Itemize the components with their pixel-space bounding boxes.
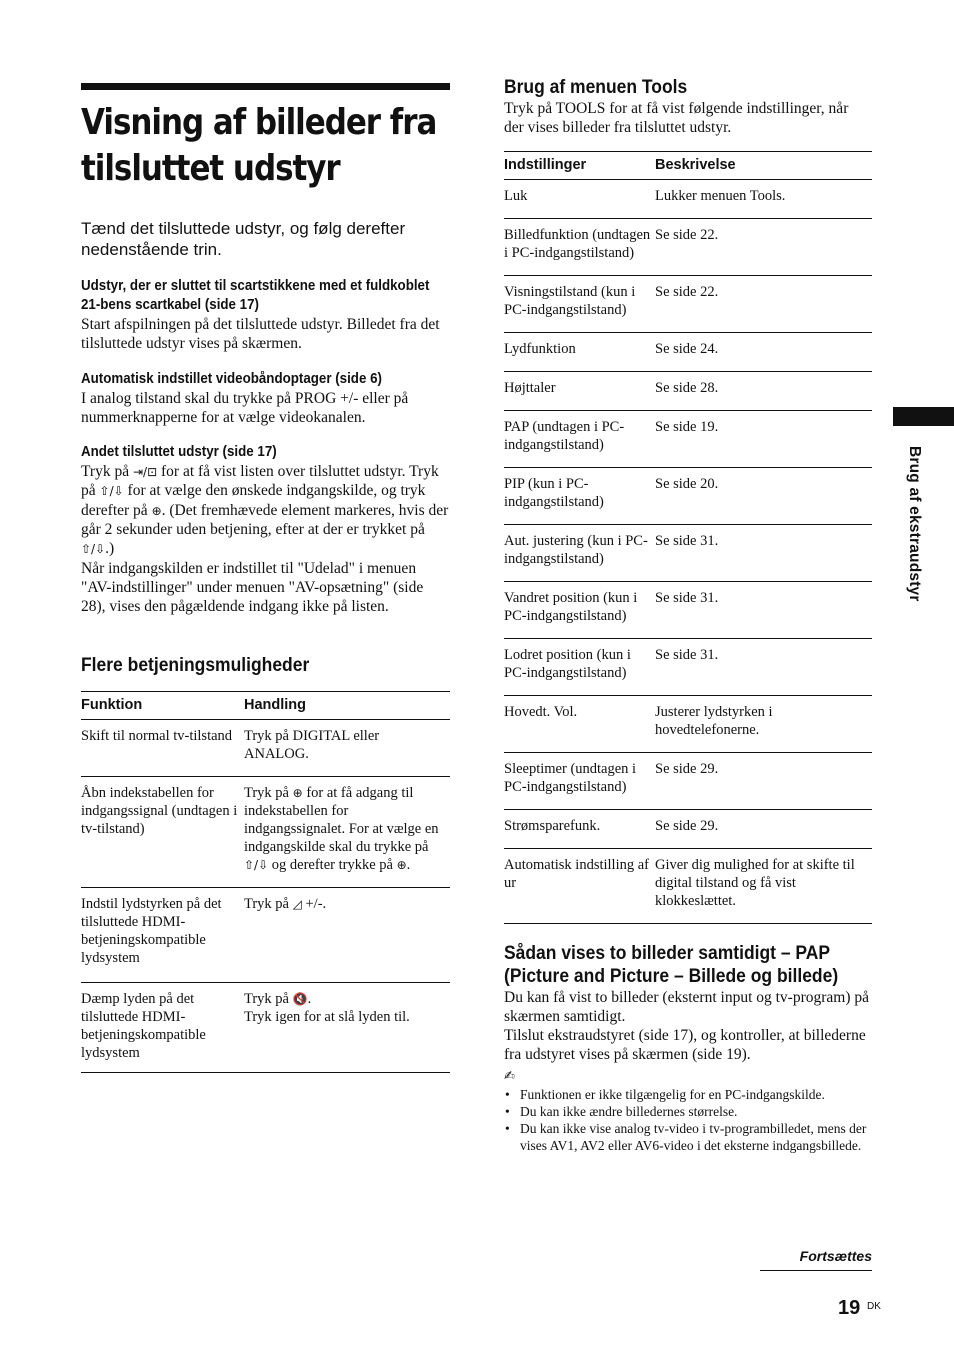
table-row bbox=[81, 982, 450, 1072]
cell-text: +/-. bbox=[301, 895, 327, 912]
body-text: for at få vist listen over tilsluttet udstyr. Tryk på bbox=[81, 463, 439, 500]
table-row bbox=[81, 776, 450, 887]
table-cell: Aut. justering (kun i PC-indgangstilstand) bbox=[504, 524, 655, 581]
table-cell: Visningstilstand (kun i PC-indgangstilstand) bbox=[504, 275, 655, 332]
up-down-arrow-icon: ⇧/⇩ bbox=[244, 857, 269, 872]
section-other-body bbox=[81, 462, 450, 616]
left-column bbox=[81, 83, 450, 1073]
list-item: • Du kan ikke vise analog tv-video i tv-programbilledet, mens der vises AV1, AV2 eller AV6-video i det eksterne indgangsbillede. bbox=[504, 1120, 872, 1154]
table-cell: Vandret position (kun i PC-indgangstilstand) bbox=[504, 581, 655, 638]
table-cell: Åbn indekstabellen for indgangssignal (undtagen i tv-tilstand) bbox=[81, 776, 244, 887]
table-row bbox=[504, 467, 872, 524]
intro-text: Tænd det tilsluttede udstyr, og følg derefter nedenstående trin. bbox=[81, 219, 406, 259]
table-cell: Se side 29. bbox=[655, 809, 872, 848]
section-vcr bbox=[81, 370, 450, 428]
section-scart-body: Start afspilningen på det tilsluttede udstyr. Billedet fra det tilsluttede udstyr vises på skærmen. bbox=[81, 316, 440, 353]
pap-heading: Sådan vises to billeder samtidigt – PAP (Picture and Picture – Billede og billede) bbox=[504, 942, 839, 987]
tools-table-body bbox=[504, 179, 872, 923]
table-row bbox=[81, 719, 450, 776]
list-item: • Du kan ikke ændre billedernes størrelse. bbox=[504, 1103, 872, 1120]
continued-label: Fortsættes bbox=[760, 1248, 872, 1271]
section-vcr-body: I analog tilstand skal du trykke på PROG +/- eller på nummerknapperne for at vælge videokanalen. bbox=[81, 389, 409, 426]
title-rule bbox=[81, 83, 450, 90]
table-cell: Se side 28. bbox=[655, 371, 872, 410]
table-row bbox=[504, 332, 872, 371]
table-cell: Højttaler bbox=[504, 371, 655, 410]
table-cell: Skift til normal tv-tilstand bbox=[81, 719, 244, 776]
column-header: Handling bbox=[244, 691, 450, 719]
table-cell: Automatisk indstilling af ur bbox=[504, 848, 655, 923]
table-cell: Sleeptimer (undtagen i PC-indgangstilstand) bbox=[504, 752, 655, 809]
table-row bbox=[504, 752, 872, 809]
ok-button-icon: ⊕ bbox=[151, 503, 162, 518]
section-vcr-heading: Automatisk indstillet videobåndoptager (side 6) bbox=[81, 370, 382, 387]
input-icon: ⇥/⊡ bbox=[132, 465, 158, 480]
table-cell bbox=[244, 776, 450, 887]
table-cell: Giver dig mulighed for at skifte til digital tilstand og få vist klokkeslættet. bbox=[655, 848, 872, 923]
table-cell bbox=[244, 982, 450, 1072]
table-cell: Dæmp lyden på det tilsluttede HDMI-betjeningskompatible lydsystem bbox=[81, 982, 244, 1072]
mute-icon: 🔇 bbox=[292, 991, 308, 1006]
cell-text: og derefter trykke på bbox=[268, 856, 397, 873]
table-cell: Se side 22. bbox=[655, 275, 872, 332]
table-row bbox=[81, 887, 450, 982]
volume-icon: ◿ bbox=[292, 896, 302, 911]
table-cell: Lodret position (kun i PC-indgangstilstand) bbox=[504, 638, 655, 695]
table-header-row bbox=[504, 151, 872, 179]
table-cell: Lukker menuen Tools. bbox=[655, 179, 872, 218]
table-cell: Se side 31. bbox=[655, 581, 872, 638]
ok-button-icon: ⊕ bbox=[292, 785, 303, 800]
table-cell: Se side 31. bbox=[655, 638, 872, 695]
tools-intro: Tryk på TOOLS for at få vist følgende indstillinger, når der vises billeder fra tilsluttet udstyr. bbox=[504, 100, 849, 137]
ok-button-icon: ⊕ bbox=[396, 857, 407, 872]
table-cell: Tryk på DIGITAL eller ANALOG. bbox=[244, 719, 450, 776]
table-row bbox=[504, 218, 872, 275]
section-other bbox=[81, 443, 450, 616]
table-header-row bbox=[81, 691, 450, 719]
body-text: . (Det fremhævede element markeres, hvis der går 2 sekunder uden betjening, efter at der er trykket på bbox=[81, 501, 449, 539]
tools-table bbox=[504, 151, 872, 924]
table-row bbox=[504, 848, 872, 923]
cell-text: for at få adgang til indekstabellen for indgangssignalet. For at vælge en indgangskilde skal du trykke på bbox=[244, 784, 439, 855]
list-item: • Funktionen er ikke tilgængelig for en PC-indgangskilde. bbox=[504, 1086, 872, 1103]
table-cell: Se side 31. bbox=[655, 524, 872, 581]
body-text: .) bbox=[105, 540, 115, 558]
table-row bbox=[504, 410, 872, 467]
body-text: Når indgangskilden er indstillet til "Udelad" i menuen "AV-indstillinger" under menuen "AV-opsætning" (side 28), vises den pågældende indgang ikke på listen. bbox=[81, 559, 424, 616]
table-cell: Lydfunktion bbox=[504, 332, 655, 371]
table-row bbox=[504, 524, 872, 581]
cell-text: . bbox=[307, 990, 312, 1007]
table-row bbox=[504, 275, 872, 332]
right-column bbox=[504, 76, 872, 1154]
table-cell: Justerer lydstyrken i hovedtelefonerne. bbox=[655, 695, 872, 752]
table-row bbox=[504, 371, 872, 410]
notes-list bbox=[504, 1086, 872, 1154]
table-cell: PAP (undtagen i PC-indgangstilstand) bbox=[504, 410, 655, 467]
table-cell: Hovedt. Vol. bbox=[504, 695, 655, 752]
table-row bbox=[504, 809, 872, 848]
page-title: Visning af billeder fra tilsluttet udstyr bbox=[81, 102, 437, 189]
body-text: for at vælge den ønskede indgangskilde, og tryk derefter på bbox=[81, 482, 426, 519]
table-row bbox=[504, 581, 872, 638]
pap-body-1: Du kan få vist to billeder (eksternt input og tv-program) på skærmen samtidigt. bbox=[504, 988, 870, 1025]
side-tab-label: Brug af ekstraudstyr bbox=[906, 446, 923, 602]
flere-heading: Flere betjeningsmuligheder bbox=[81, 654, 310, 676]
table-cell: Billedfunktion (undtagen i PC-indgangstilstand) bbox=[504, 218, 655, 275]
column-header: Funktion bbox=[81, 691, 244, 719]
page-number: 19 bbox=[838, 1297, 861, 1319]
table-row bbox=[504, 179, 872, 218]
table-cell: Strømsparefunk. bbox=[504, 809, 655, 848]
cell-text: Tryk på bbox=[244, 895, 293, 912]
flere-section bbox=[81, 654, 450, 1073]
column-header: Beskrivelse bbox=[655, 151, 872, 179]
table-cell bbox=[244, 887, 450, 982]
cell-text: Tryk igen for at slå lyden til. bbox=[244, 1008, 410, 1025]
side-tab-bar bbox=[893, 407, 954, 426]
pap-body-2: Tilslut ekstraudstyret (side 17), og kontroller, at billederne fra udstyret vises på skærmen (side 19). bbox=[504, 1027, 866, 1064]
body-text: Tryk på bbox=[81, 463, 133, 481]
cell-text: Tryk på bbox=[244, 784, 293, 801]
pap-section bbox=[504, 942, 872, 1154]
note-pencil-icon: ✍ bbox=[504, 1068, 515, 1084]
up-down-arrow-icon: ⇧/⇩ bbox=[81, 542, 106, 557]
section-other-heading: Andet tilsluttet udstyr (side 17) bbox=[81, 444, 277, 461]
table-cell: Se side 29. bbox=[655, 752, 872, 809]
flere-table bbox=[81, 691, 450, 1073]
table-cell: Se side 24. bbox=[655, 332, 872, 371]
table-cell: Se side 20. bbox=[655, 467, 872, 524]
table-row bbox=[504, 638, 872, 695]
table-row bbox=[504, 695, 872, 752]
table-cell: Se side 22. bbox=[655, 218, 872, 275]
cell-text: . bbox=[406, 856, 411, 873]
column-header: Indstillinger bbox=[504, 151, 655, 179]
table-cell: Se side 19. bbox=[655, 410, 872, 467]
up-down-arrow-icon: ⇧/⇩ bbox=[99, 484, 124, 499]
table-cell: Luk bbox=[504, 179, 655, 218]
cell-text: Tryk på bbox=[244, 990, 293, 1007]
table-cell: Indstil lydstyrken på det tilsluttede HDMI-betjeningskompatible lydsystem bbox=[81, 887, 244, 982]
section-scart bbox=[81, 277, 450, 354]
table-cell: PIP (kun i PC-indgangstilstand) bbox=[504, 467, 655, 524]
page-suffix: DK bbox=[867, 1301, 881, 1312]
section-scart-heading: Udstyr, der er sluttet til scartstikkene med et fuldkoblet 21-bens scartkabel (side 17) bbox=[81, 278, 430, 313]
tools-heading: Brug af menuen Tools bbox=[504, 77, 688, 98]
